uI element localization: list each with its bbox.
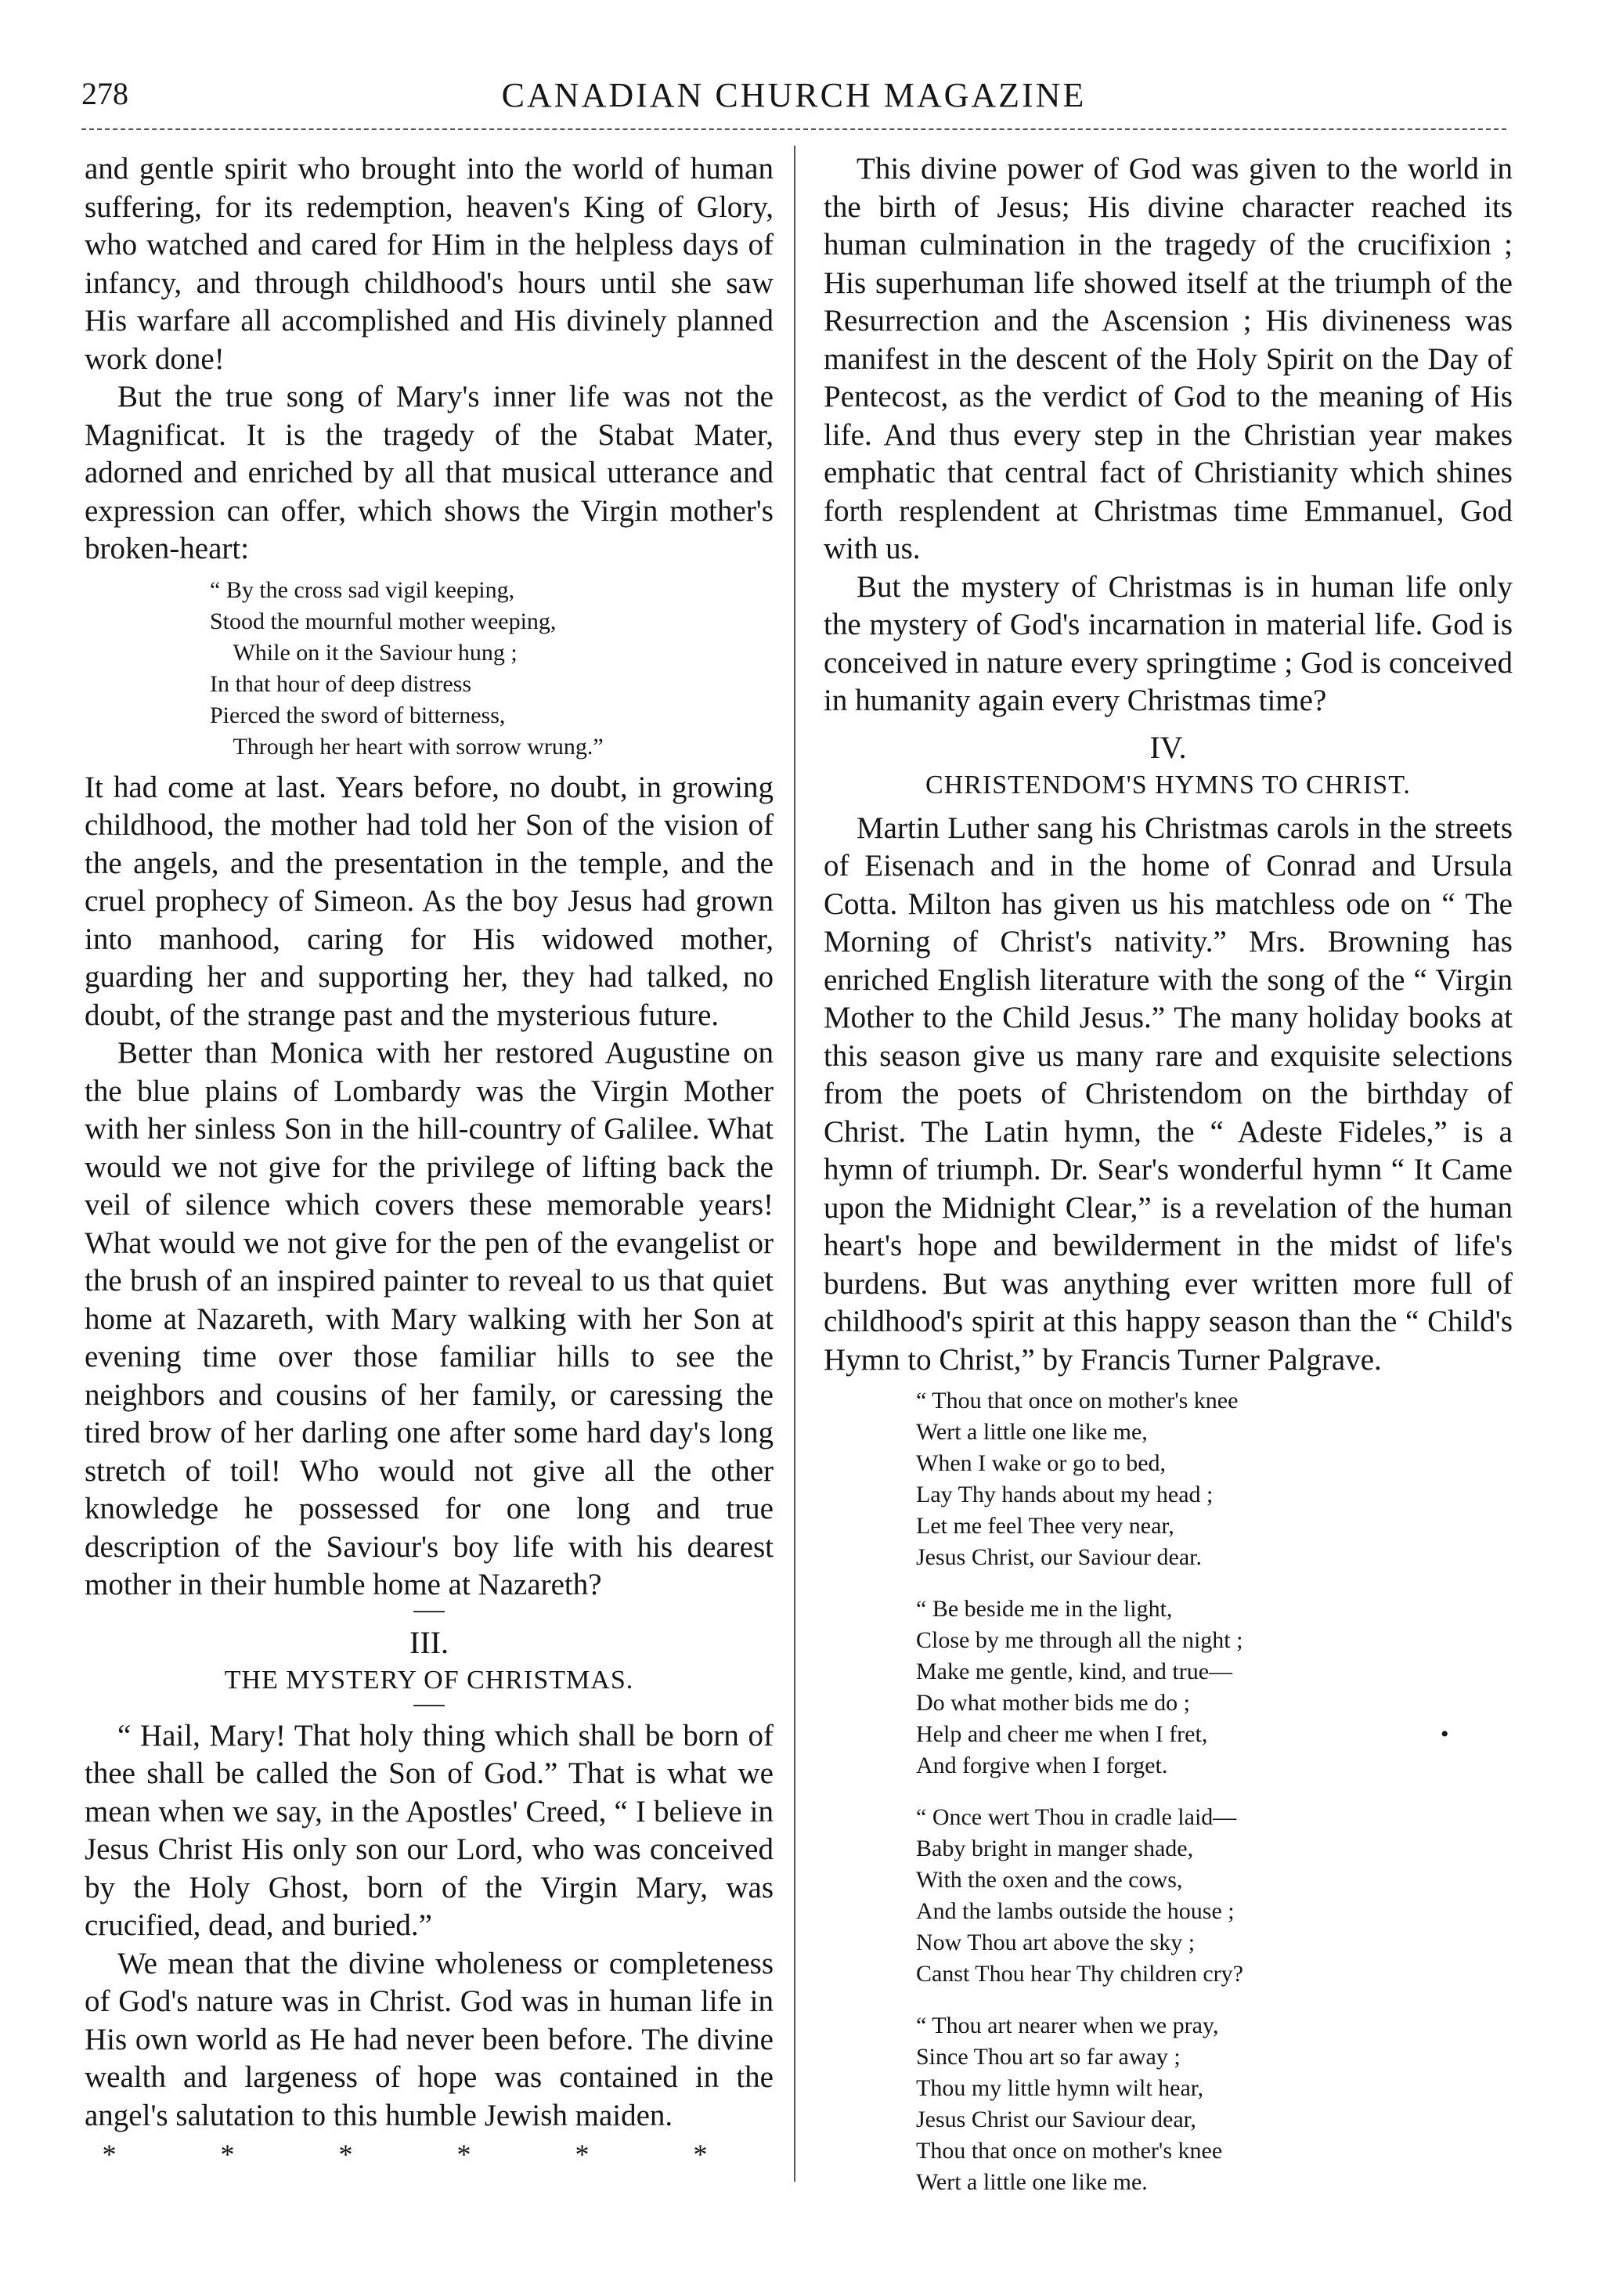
childs-hymn-poem — [824, 1385, 1513, 2198]
poem-line: Do what mother bids me do ; — [916, 1690, 1190, 1716]
section-break-stars: * * * * * * — [102, 2139, 756, 2170]
poem-line: In that hour of deep distress — [210, 670, 472, 697]
column-rule — [794, 146, 795, 2182]
hymn-stanza — [916, 1594, 1513, 1782]
paragraph: It had come at last. Years before, no doubt, in growing childhood, the mother had told her Son of the vision of the angels, and the presentation in the temple, and the cruel prophecy of Simeon. As the boy Jesus had grown into manhood, caring for His widowed mother, guarding her and supporting her, they had talked, no doubt, of the strange past and the mysterious future. — [85, 770, 774, 1032]
poem-line: Thou my little hymn wilt hear, — [916, 2075, 1204, 2101]
poem-line: Baby bright in manger shade, — [916, 1836, 1194, 1861]
stray-ink-dot: • — [1441, 1721, 1449, 1747]
right-column — [824, 150, 1513, 2218]
header-rule — [81, 128, 1506, 130]
poem-line: Help and cheer me when I fret, — [916, 1721, 1208, 1747]
poem-line: Close by me through all the night ; — [916, 1627, 1243, 1653]
poem-line: Jesus Christ our Saviour dear, — [916, 2106, 1196, 2132]
stabat-mater-poem — [85, 575, 774, 763]
section-divider — [413, 1611, 445, 1612]
poem-line: Now Thou art above the sky ; — [916, 1930, 1196, 1955]
poem-line: “ Thou art nearer when we pray, — [916, 2013, 1219, 2038]
magazine-title: CANADIAN CHURCH MAGAZINE — [501, 76, 1087, 114]
paragraph: Martin Luther sang his Christmas carols in the streets of Eisenach and in the home of Conrad and Ursula Cotta. Milton has given us his matchless ode on “ The Morning of Christ's nativity.” Mrs. Browning has enriched English literature with the song of the “ Virgin Mother to the Child Jesus.” The many holiday books at this season give us many rare and exquisite selections from the poets of Christendom on the birthday of Christ. The Latin hymn, the “ Adeste Fideles,” is a hymn of triumph. Dr. Sear's wonderful hymn “ It Came upon the Midnight Clear,” is a revelation of the human heart's hope and bewilderment in the midst of life's burdens. But was anything ever written more full of childhood's spirit at this happy season than the “ Child's Hymn to Christ,” by Francis Turner Palgrave. — [824, 810, 1513, 1377]
poem-line: Wert a little one like me, — [916, 1419, 1148, 1445]
hymn-stanza — [916, 1385, 1513, 1573]
poem-line: Through her heart with sorrow wrung.” — [210, 733, 604, 760]
hymn-stanza — [916, 1802, 1513, 1990]
poem-line: While on it the Saviour hung ; — [210, 639, 518, 666]
poem-line: Let me feel Thee very near, — [916, 1513, 1174, 1539]
poem-line: “ Once wert Thou in cradle laid— — [916, 1804, 1237, 1830]
paragraph: But the true song of Mary's inner life was not the Magnificat. It is the tragedy of the Stabat Mater, adorned and enriched by all that musical utterance and expression can offer, which shows the Virgin mother's broken-heart: — [85, 380, 774, 565]
poem-line: Canst Thou hear Thy children cry? — [916, 1961, 1243, 1987]
paragraph: But the mystery of Christmas is in human life only the mystery of God's incarnation in material life. God is conceived in nature every springtime ; God is conceived in humanity again every Christmas time? — [824, 569, 1513, 717]
section-divider — [413, 1705, 445, 1706]
poem-line: “ Be beside me in the light, — [916, 1596, 1173, 1622]
poem-line: Make me gentle, kind, and true— — [916, 1659, 1233, 1684]
poem-line: Pierced the sword of bitterness, — [210, 702, 506, 728]
poem-line: And forgive when I forget. — [916, 1753, 1168, 1778]
poem-line: Wert a little one like me. — [916, 2169, 1148, 2195]
poem-line: Since Thou art so far away ; — [916, 2044, 1181, 2070]
poem-line: Jesus Christ, our Saviour dear. — [916, 1544, 1202, 1570]
left-column — [85, 150, 774, 2171]
section-numeral: III. — [409, 1624, 449, 1660]
paragraph: “ Hail, Mary! That holy thing which shall be born of thee shall be called the Son of God.” That is what we mean when we say, in the Apostles' Creed, “ I believe in Jesus Christ His only son our Lord, who was conceived by the Holy Ghost, born of the Virgin Mary, was crucified, dead, and buried.” — [85, 1718, 774, 1942]
poem-line: And the lambs outside the house ; — [916, 1898, 1235, 1924]
section-numeral: IV. — [1149, 729, 1187, 765]
paragraph: and gentle spirit who brought into the world of human suffering, for its redemption, heaven's King of Glory, who watched and cared for Him in the helpless days of infancy, and through childhood's hours until she saw His warfare all accomplished and His divinely planned work done! — [85, 152, 774, 376]
poem-line: “ Thou that once on mother's knee — [916, 1388, 1239, 1413]
poem-line: “ By the cross sad vigil keeping, — [210, 576, 515, 603]
poem-line: With the oxen and the cows, — [916, 1867, 1183, 1893]
section-title: CHRISTENDOM'S HYMNS TO CHRIST. — [925, 770, 1411, 800]
paragraph: We mean that the divine wholeness or completeness of God's nature was in Christ. God was in human life in His own world as He had never been before. The divine wealth and largeness of hope was contained in the angel's salutation to this humble Jewish maiden. — [85, 1946, 774, 2132]
page-header — [81, 75, 1506, 122]
page-number: 278 — [81, 76, 128, 111]
paragraph: This divine power of God was given to the world in the birth of Jesus; His divine character reached its human culmination in the tragedy of the crucifixion ; His superhuman life showed itself at the triumph of the Resurrection and the Ascension ; His divineness was manifest in the descent of the Holy Spirit on the Day of Pentecost, as the verdict of God to the meaning of His life. And thus every step in the Christian year makes emphatic that central fact of Christianity which shines forth resplendent at Christmas time Emmanuel, God with us. — [824, 152, 1513, 565]
hymn-stanza — [916, 2010, 1513, 2198]
poem-line: When I wake or go to bed, — [916, 1450, 1167, 1476]
section-title: THE MYSTERY OF CHRISTMAS. — [224, 1665, 634, 1695]
poem-line: Thou that once on mother's knee — [916, 2138, 1223, 2164]
poem-line: Stood the mournful mother weeping, — [210, 608, 557, 634]
poem-line: Lay Thy hands about my head ; — [916, 1482, 1214, 1507]
paragraph: Better than Monica with her restored Augustine on the blue plains of Lombardy was the Virgin Mother with her sinless Son in the hill-country of Galilee. What would we not give for the privilege of lifting back the veil of silence which covers these memorable years! What would we not give for the pen of the evangelist or the brush of an inspired painter to reveal to us that quiet home at Nazareth, with Mary walking with her Son at evening time over those familiar hills to see the neighbors and cousins of her family, or caressing the tired brow of her darling one after some hard day's long stretch of toil! Who would not give all the other knowledge he possessed for one long and true description of the Saviour's boy life with his dearest mother in their humble home at Nazareth? — [85, 1036, 774, 1601]
